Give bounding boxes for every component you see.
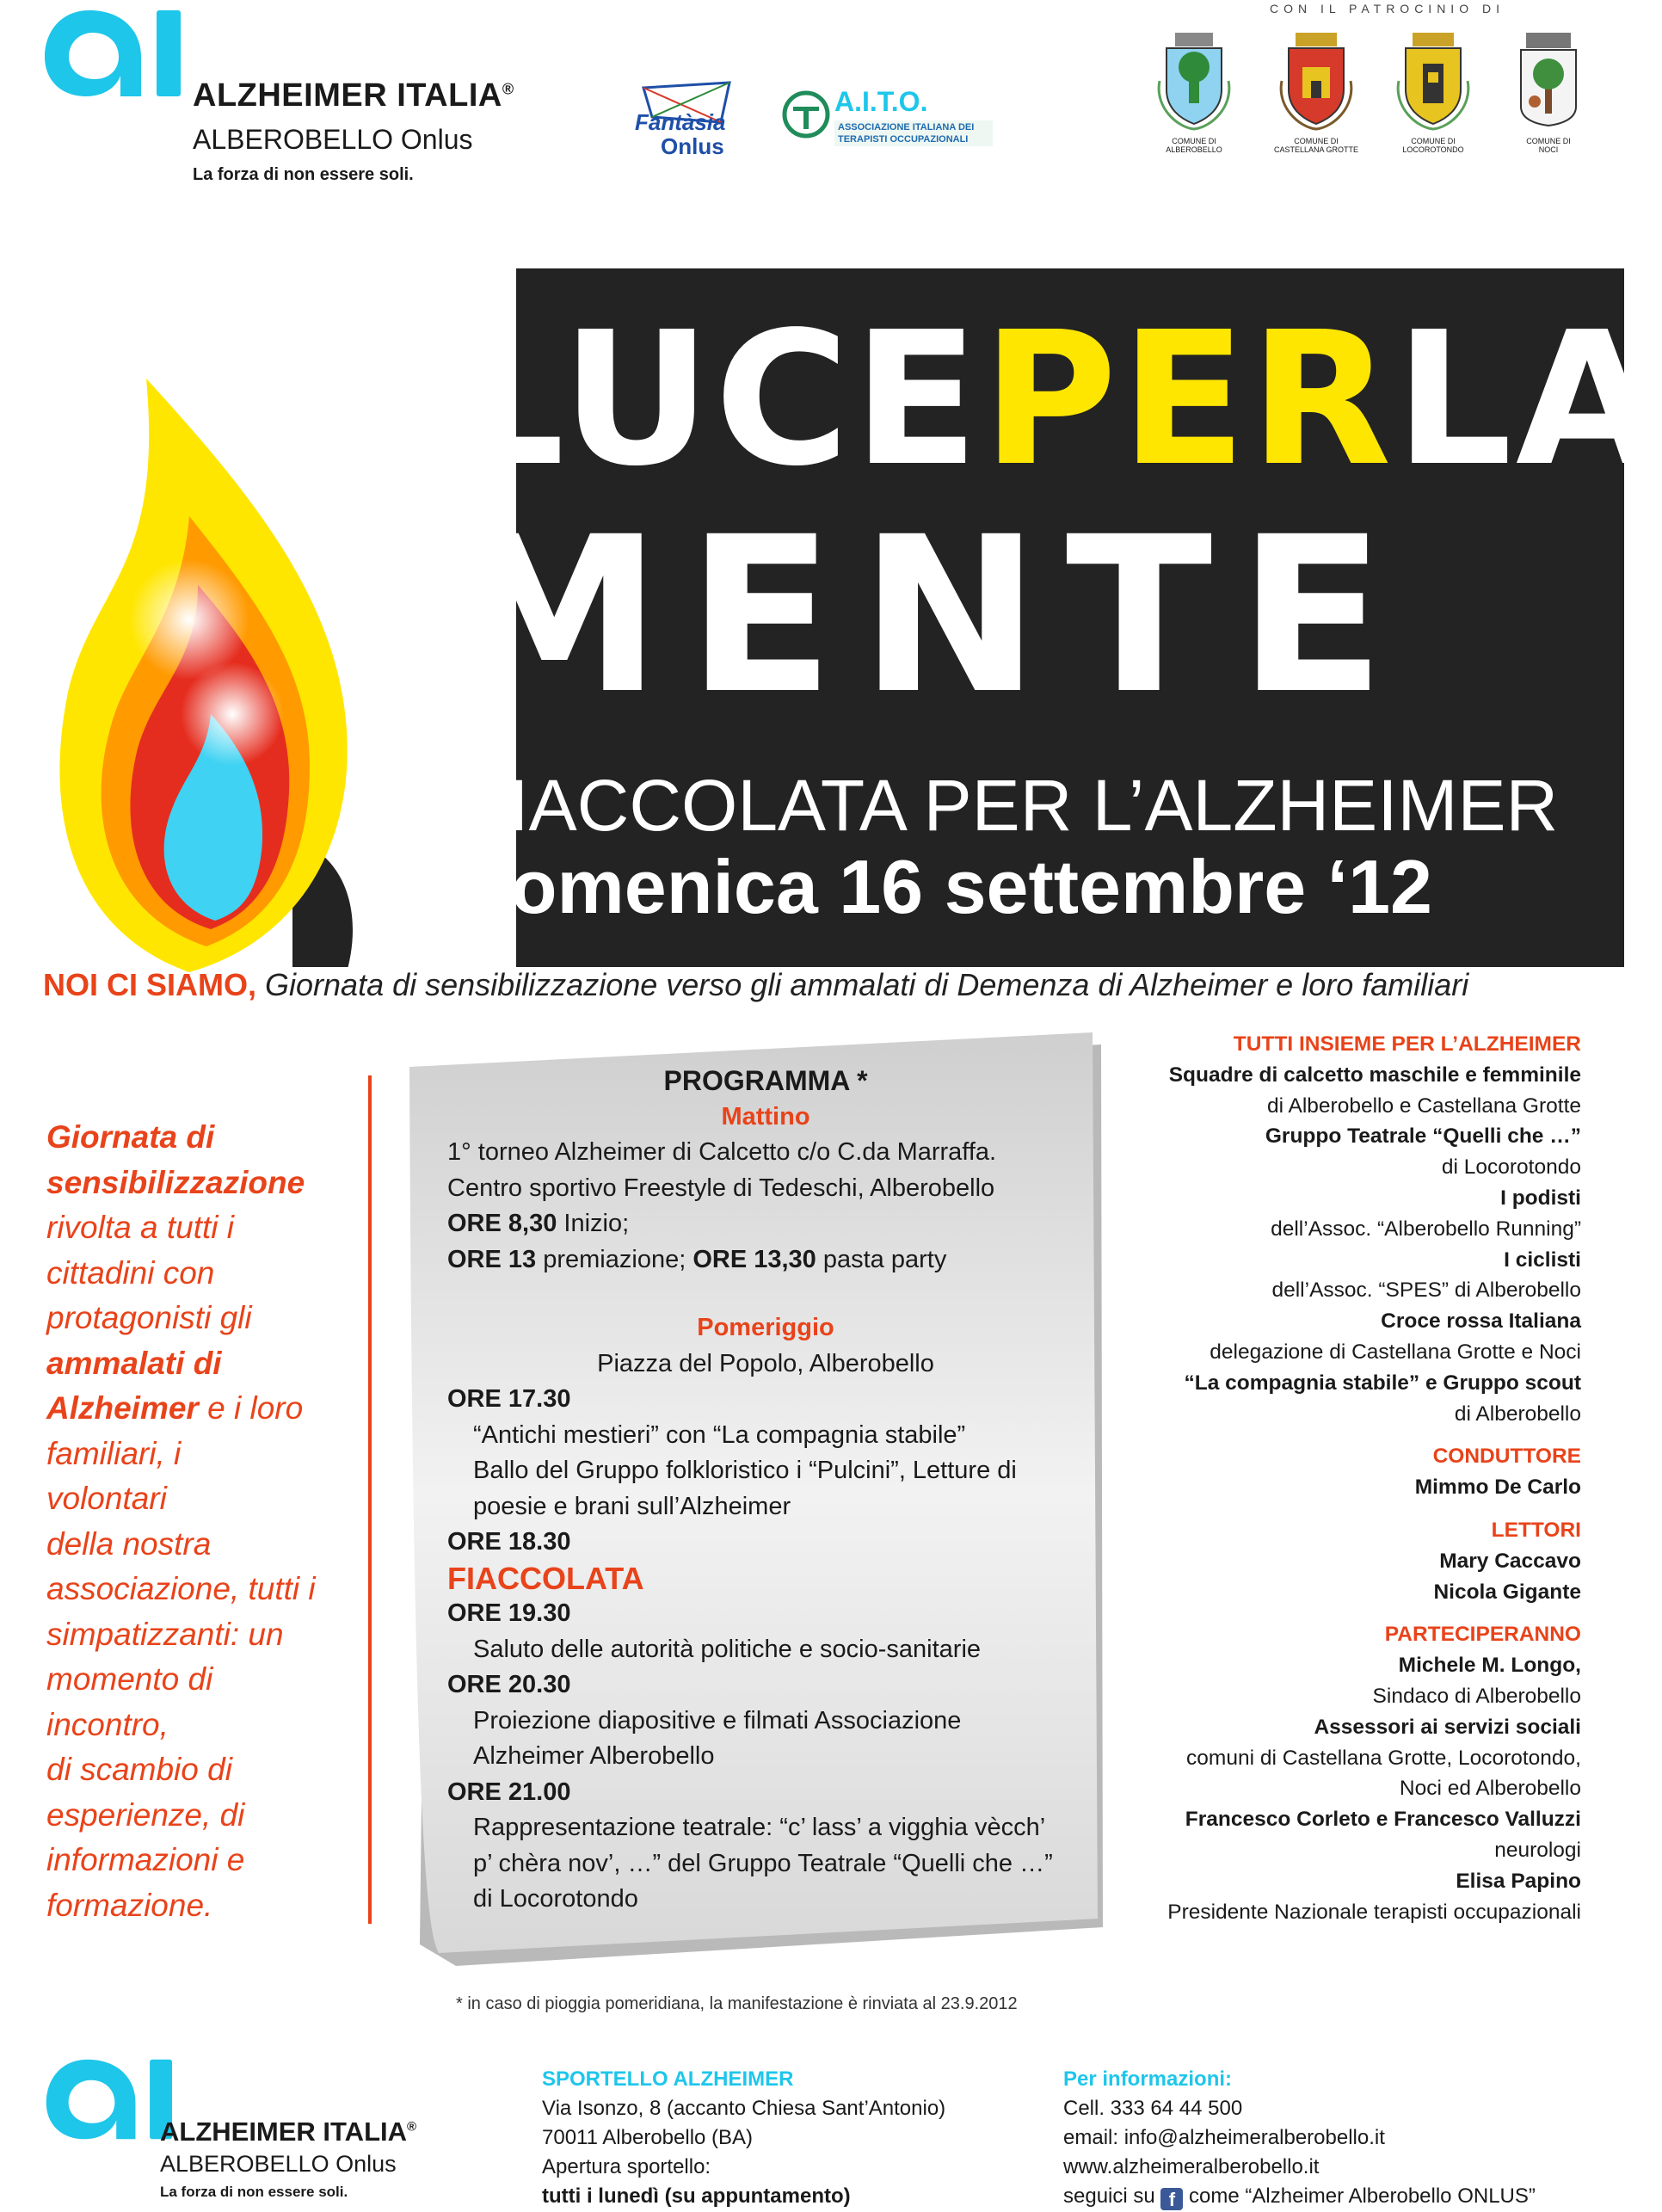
org-tagline: La forza di non essere soli. — [193, 165, 414, 184]
comuni-crests — [1127, 29, 1617, 176]
section-pomeriggio: Pomeriggio — [697, 1314, 834, 1341]
section-mattino: Mattino — [721, 1102, 810, 1131]
footer-org-name: ALZHEIMER ITALIA® — [160, 2116, 417, 2147]
org-name: ALZHEIMER ITALIA® — [193, 77, 514, 114]
crest-shield-icon — [1505, 29, 1591, 132]
website-link[interactable]: www.alzheimeralberobello.it — [1063, 2155, 1320, 2178]
crest-shield-icon — [1273, 29, 1359, 132]
red-divider — [368, 1075, 372, 1924]
left-description: Giornata di sensibilizzazione rivolta a tutti i cittadini con protagonisti gli ammalati di Alzheimer e i loro familiari, i volontari della nostra associazione, tutti i simpatizzanti: un momento di incontro, di scambio di esperienze, di informazioni e formazione. — [46, 1119, 316, 1923]
fantasia-name: Fantàsia — [635, 109, 726, 135]
patrocinio-label: CON IL PATROCINIO DI — [1270, 2, 1505, 15]
crest-noci: COMUNE DI NOCI — [1505, 29, 1609, 154]
crest-shield-icon — [1390, 29, 1476, 132]
participants-column: TUTTI INSIEME PER L’ALZHEIMER Squadre di calcetto maschile e femminile di Alberobello e Castellana Grotte Gruppo Teatrale “Quelli che …” di Locorotondo I podisti dell’Assoc. “Alberobello Running” I ciclisti dell’Assoc. “SPES” di Alberobello Croce rossa Italiana delegazione di Castellana Grotte e Noci “La compagnia stabile” e Gruppo scout di Alberobello CONDUTTORE Mimmo De Carlo LETTORI Mary Caccavo Nicola Gigante PARTECIPERANNO Michele M. Longo, Sindaco di Alberobello Assessori ai servizi sociali comuni di Castellana Grotte, Locorotondo, Noci ed Alberobello Francesco Corleto e Francesco Valluzzi neurologi Elisa Papino Presidente Nazionale terapisti occupazionali — [1167, 1032, 1581, 1924]
crest-alberobello: COMUNE DI ALBEROBELLO — [1151, 29, 1254, 154]
email-address[interactable]: email: info@alzheimeralberobello.it — [1063, 2126, 1385, 2149]
title-mente: MENTE — [447, 490, 1412, 741]
sportello-info: SPORTELLO ALZHEIMER Via Isonzo, 8 (accanto Chiesa Sant’Antonio) 70011 Alberobello (BA) Apertura sportello: tutti i lunedì (su appuntamento) — [542, 2067, 946, 2208]
org-subtitle: ALBEROBELLO Onlus — [193, 124, 473, 155]
banner-subtitle: FIACCOLATA PER L’ALZHEIMER — [465, 765, 1559, 846]
crest-shield-icon — [1151, 29, 1237, 132]
footer-org-subtitle: ALBEROBELLO Onlus — [160, 2151, 397, 2177]
aito-logo — [781, 86, 991, 146]
facebook-icon[interactable]: f — [1160, 2188, 1183, 2210]
flame-head-icon — [34, 258, 516, 981]
event-date: domenica 16 settembre ‘12 — [465, 844, 1432, 929]
contact-info: Per informazioni: Cell. 333 64 44 500 email: info@alzheimeralberobello.it www.alzheimeralberobello.it seguici su f come “Alzheimer Alberobello ONLUS” — [1063, 2067, 1536, 2210]
alzheimer-italia-logo-icon — [41, 7, 205, 100]
program-list: PROGRAMMA * Mattino 1° torneo Alzheimer di Calcetto c/o C.da Marraffa. Centro sportivo Freestyle di Tedeschi, Alberobello ORE 8,30 Inizio; ORE 13 premiazione; ORE 13,30 pasta party Pomeriggio Piazza del Popolo, Alberobello ORE 17.30 “Antichi mestieri” con “La compagnia stabile” Ballo del Gruppo folkloristico i “Pulcini”, Letture di poesie e brani sull’Alzheimer ORE 18.30 FIACCOLATA ORE 19.30 Saluto delle autorità politiche e socio-sanitarie ORE 20.30 Proiezione diapositive e filmati Associazione Alzheimer Alberobello ORE 21.00 Rappresentazione teatrale: “c’ lass’ a vigghia vècch’ p’ chèra nov’, …” del Gruppo Teatrale “Quelli che …” di Locorotondo — [447, 1063, 1084, 1918]
aito-circle-icon — [781, 89, 831, 139]
aito-sub-2: TERAPISTI OCCUPAZIONALI — [838, 134, 969, 145]
phone-number: Cell. 333 64 44 500 — [1063, 2097, 1243, 2120]
program-heading: PROGRAMMA * — [663, 1065, 868, 1096]
footer-org-tagline: La forza di non essere soli. — [160, 2184, 348, 2200]
crest-locorotondo: COMUNE DI LOCOROTONDO — [1390, 29, 1493, 154]
fantasia-onlus-logo — [635, 79, 747, 174]
crest-castellana-grotte: COMUNE DI CASTELLANA GROTTE — [1273, 29, 1376, 154]
rain-note: * in caso di pioggia pomeridiana, la manifestazione è rinviata al 23.9.2012 — [456, 1994, 1018, 2013]
intro-line: NOI CI SIAMO, Giornata di sensibilizzazione verso gli ammalati di Demenza di Alzheimer e loro familiari — [43, 967, 1469, 1002]
aito-sub-1: ASSOCIAZIONE ITALIANA DEI — [838, 122, 975, 132]
aito-title: A.I.T.O. — [834, 86, 928, 117]
fantasia-onlus: Onlus — [661, 133, 724, 159]
title-luce-per-la: LUCEPERLA — [447, 293, 1662, 507]
fiaccolata-label: FIACCOLATA — [447, 1560, 644, 1596]
